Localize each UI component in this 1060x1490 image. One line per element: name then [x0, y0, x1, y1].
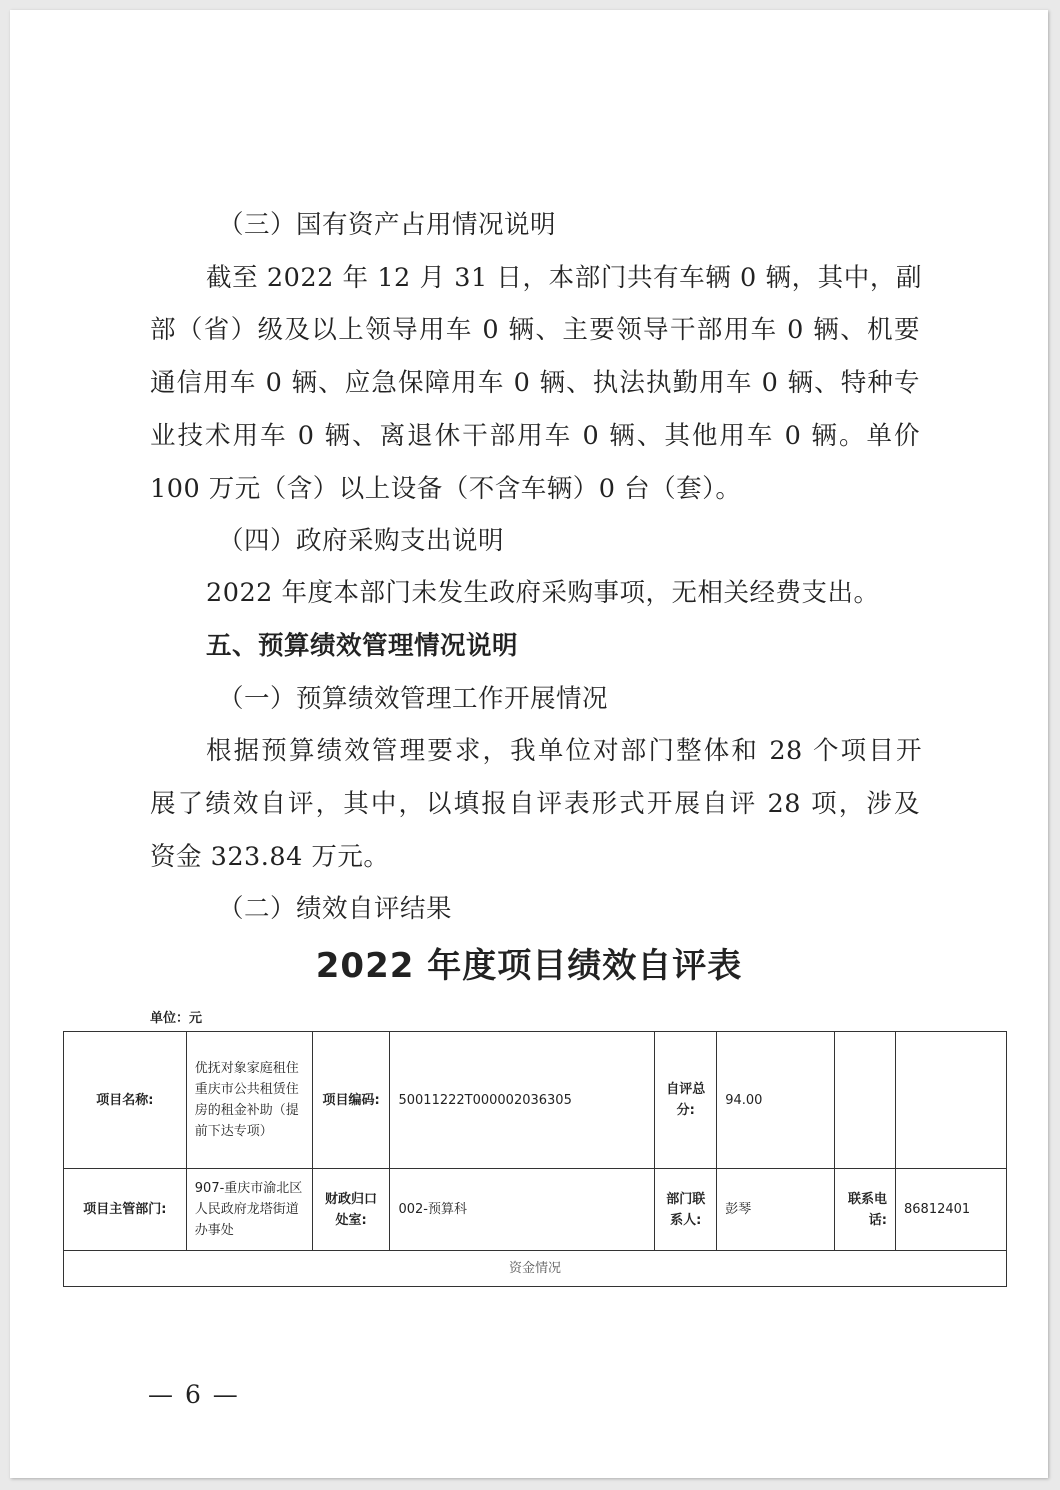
- phone-label: 联系电话:: [835, 1169, 896, 1251]
- table-title: 2022 年度项目绩效自评表: [315, 946, 743, 986]
- document-page: [10, 10, 1048, 1478]
- finance-office-value: 002-预算科: [390, 1169, 655, 1251]
- project-name-value: 优抚对象家庭租住重庆市公共租赁住房的租金补助（提前下达专项）: [186, 1032, 312, 1169]
- paragraph-line: 根据预算绩效管理要求，我单位对部门整体和 28 个项目开: [206, 736, 922, 766]
- paragraph-line: 2022 年度本部门未发生政府采购事项，无相关经费支出。: [206, 578, 880, 608]
- project-code-label: 项目编码:: [312, 1032, 390, 1169]
- table-row: [64, 1169, 1007, 1251]
- table-row: [64, 1251, 1007, 1287]
- contact-person-value: 彭琴: [717, 1169, 835, 1251]
- paragraph-line: 通信用车 0 辆、应急保障用车 0 辆、执法执勤用车 0 辆、特种专: [150, 368, 920, 398]
- unit-label: 单位：元: [150, 1011, 203, 1026]
- performance-table: [63, 1031, 1007, 1287]
- empty-cell: [835, 1032, 896, 1169]
- heading-result: （二）绩效自评结果: [218, 894, 453, 924]
- paragraph-line: 资金 323.84 万元。: [150, 842, 390, 872]
- paragraph-line: 展了绩效自评，其中，以填报自评表形式开展自评 28 项，涉及: [150, 789, 920, 819]
- heading-work: （一）预算绩效管理工作开展情况: [218, 684, 609, 714]
- funds-section-label: 资金情况: [64, 1251, 1007, 1287]
- paragraph-line: 业技术用车 0 辆、离退休干部用车 0 辆、其他用车 0 辆。单价: [150, 421, 920, 451]
- department-label: 项目主管部门:: [64, 1169, 187, 1251]
- paragraph-line: 部（省）级及以上领导用车 0 辆、主要领导干部用车 0 辆、机要: [150, 315, 920, 345]
- heading-procurement: （四）政府采购支出说明: [218, 526, 505, 556]
- project-name-label: 项目名称:: [64, 1032, 187, 1169]
- table-row: [64, 1032, 1007, 1169]
- self-score-label: 自评总分:: [655, 1032, 717, 1169]
- department-value: 907-重庆市渝北区人民政府龙塔街道办事处: [186, 1169, 312, 1251]
- contact-person-label: 部门联系人:: [655, 1169, 717, 1251]
- paragraph-line: 截至 2022 年 12 月 31 日，本部门共有车辆 0 辆，其中，副: [206, 263, 922, 293]
- heading-asset: （三）国有资产占用情况说明: [218, 210, 557, 240]
- paragraph-line: 100 万元（含）以上设备（不含车辆）0 台（套）。: [150, 474, 742, 504]
- page-number: — 6 —: [148, 1380, 240, 1409]
- self-score-value: 94.00: [717, 1032, 835, 1169]
- phone-value: 86812401: [896, 1169, 1007, 1251]
- heading-section-5: 五、预算绩效管理情况说明: [206, 631, 519, 661]
- project-code-value: 50011222T000002036305: [390, 1032, 655, 1169]
- finance-office-label: 财政归口处室:: [312, 1169, 390, 1251]
- empty-cell: [896, 1032, 1007, 1169]
